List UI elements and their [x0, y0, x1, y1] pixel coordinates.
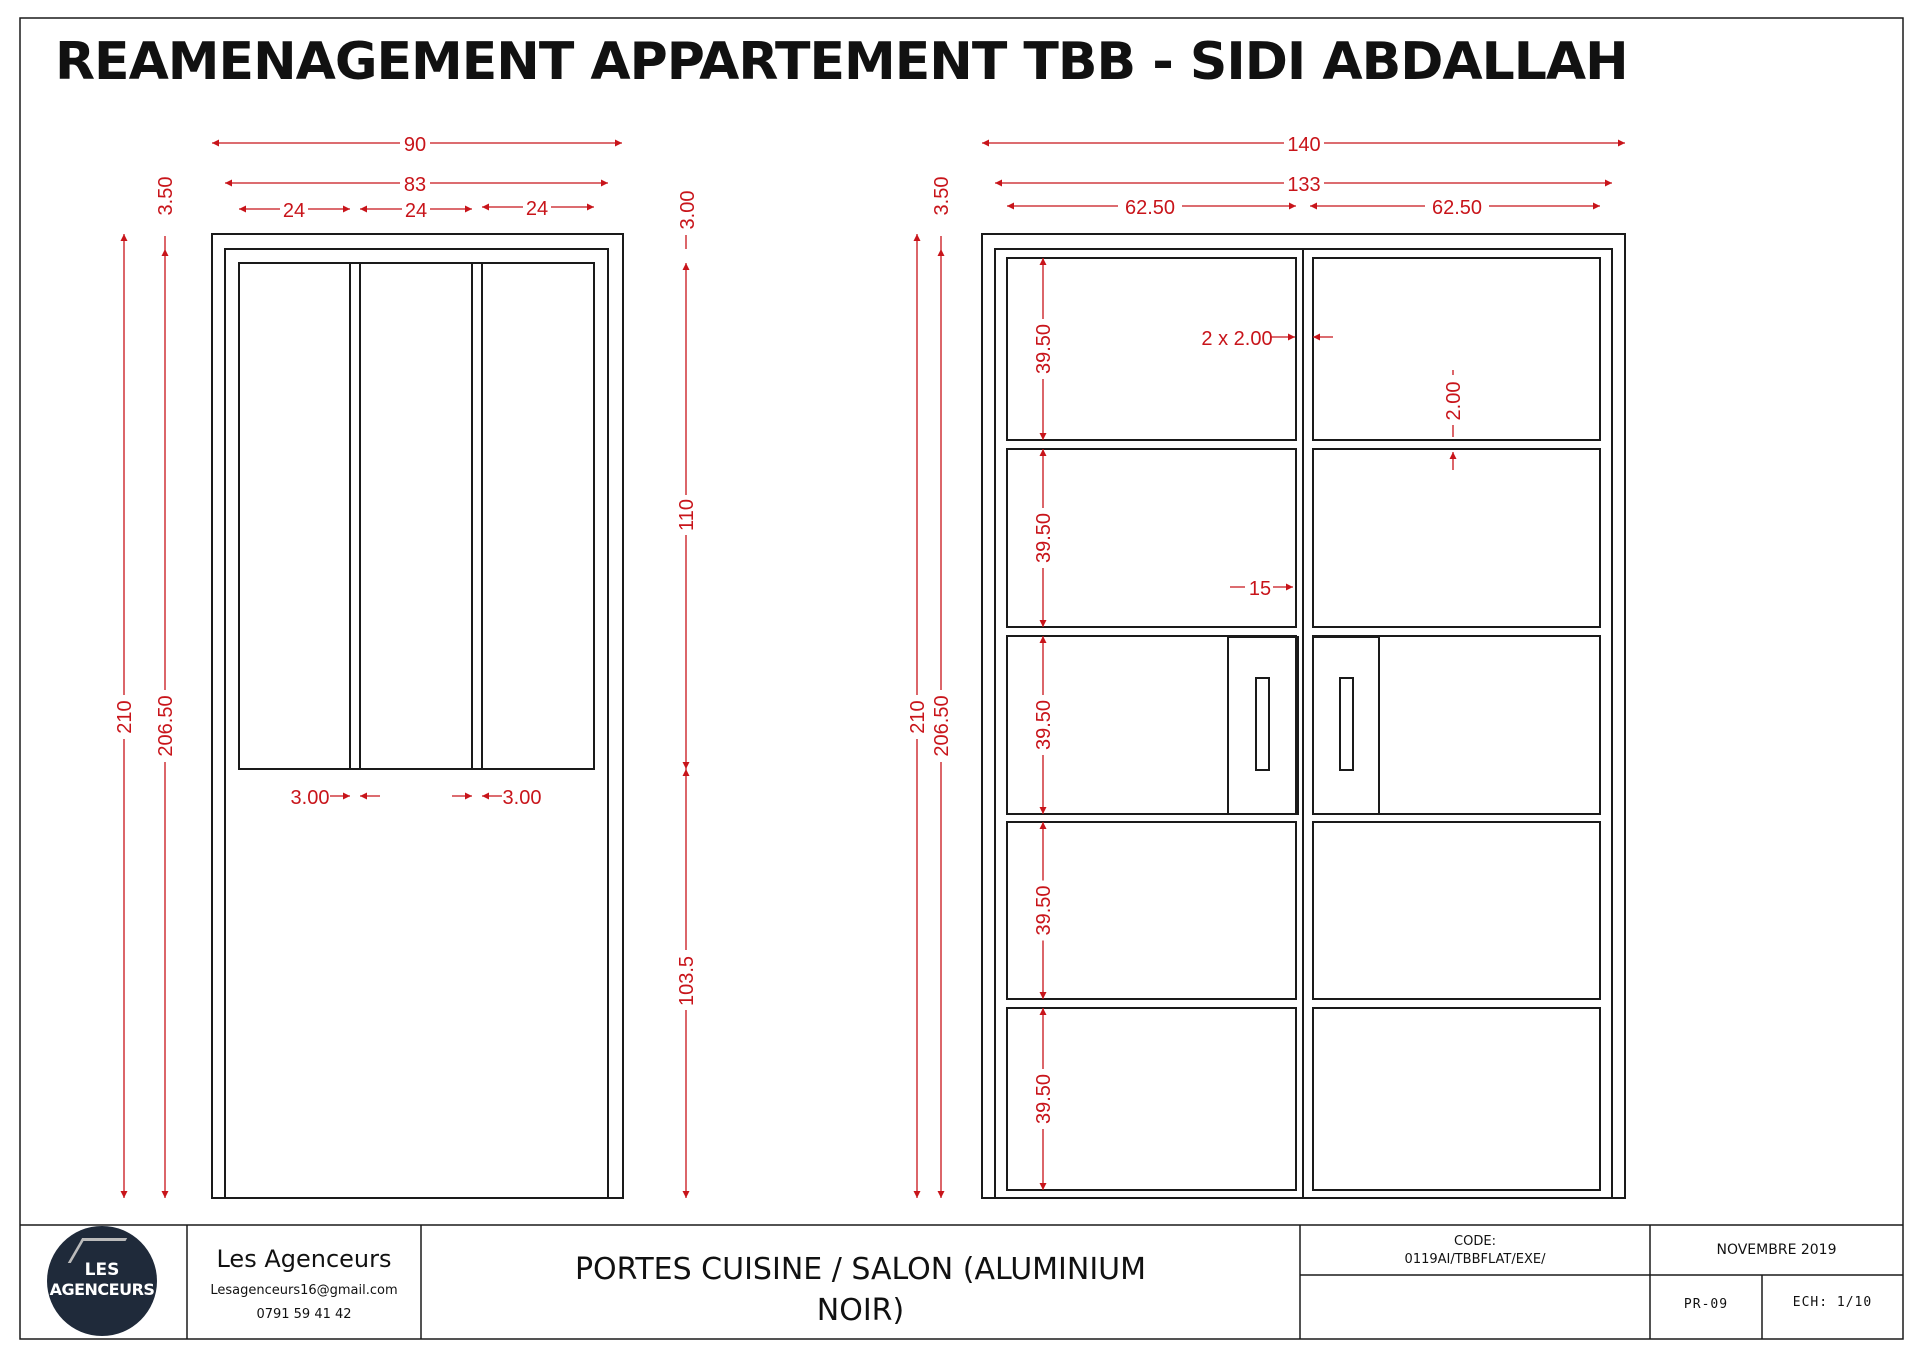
dim-row-height: 39.50: [1033, 885, 1055, 936]
code-label: CODE:: [1454, 1234, 1496, 1249]
dim-rail-inset: 15: [1248, 578, 1272, 600]
sheet-number: PR-09: [1683, 1297, 1729, 1312]
right-door-height-dims: [906, 177, 1465, 1198]
dim-panel-1: 24: [282, 200, 306, 222]
handle-panel-left: [1228, 637, 1298, 814]
dim-row-height: 39.50: [1033, 1073, 1055, 1125]
dim-frame-top: 3.50: [931, 176, 953, 216]
left-door-height-dims: [113, 177, 699, 1198]
right-door: [982, 234, 1625, 1198]
dim-top-gap: 3.00: [677, 190, 699, 230]
glazing-cell-right: [1313, 449, 1600, 627]
dim-overall-height: 210: [907, 700, 929, 734]
code-value: 0119AI/TBBFLAT/EXE/: [1404, 1252, 1546, 1267]
page-title: REAMENAGEMENT APPARTEMENT TBB - SIDI ABDALLAH: [55, 32, 1628, 92]
glazing-cell-right: [1313, 636, 1600, 814]
dim-row-height: 39.50: [1033, 323, 1055, 375]
dim-leaf-left: 62.50: [1124, 197, 1176, 219]
drawing-date: NOVEMBRE 2019: [1716, 1242, 1837, 1258]
dim-mullion-right: 3.00: [502, 787, 542, 809]
drawing-scale: ECH: 1/10: [1792, 1295, 1873, 1310]
logo-line-2: AGENCEURS: [49, 1280, 155, 1299]
dim-leaf-right: 62.50: [1431, 197, 1483, 219]
company-name: Les Agenceurs: [216, 1245, 392, 1273]
company-phone: 0791 59 41 42: [256, 1307, 352, 1322]
dim-overall-width: 140: [1287, 134, 1321, 156]
dim-panel-2: 24: [404, 200, 428, 222]
drawing-title-line-2: NOIR): [816, 1293, 905, 1328]
left-door: [212, 234, 623, 1198]
dim-inner-height: 206.50: [155, 695, 177, 757]
dim-overall-height: 210: [114, 700, 136, 734]
dim-frame-top: 3.50: [155, 176, 177, 216]
dim-inner-width: 83: [403, 174, 427, 196]
dim-overall-width: 90: [403, 134, 427, 156]
handle-panel-right: [1313, 637, 1379, 814]
handle-left[interactable]: [1256, 678, 1269, 770]
dim-inner-width: 133: [1287, 174, 1321, 196]
drawing-title-line-1: PORTES CUISINE / SALON (ALUMINIUM: [574, 1252, 1147, 1287]
company-logo: [47, 1226, 157, 1336]
dim-rail: 2.00: [1443, 381, 1465, 421]
glazing-cell-right: [1313, 822, 1600, 999]
dim-row-height: 39.50: [1033, 699, 1055, 751]
dim-glazed-height: 110: [676, 499, 698, 531]
company-email: Lesagenceurs16@gmail.com: [210, 1283, 398, 1298]
dim-inner-height: 206.50: [931, 695, 953, 757]
dim-panel-3: 24: [525, 198, 549, 220]
handle-right[interactable]: [1340, 678, 1353, 770]
dim-mullion-left: 3.00: [290, 787, 330, 809]
dim-row-height: 39.50: [1033, 512, 1055, 564]
dim-center-gap: 2 x 2.00: [1201, 328, 1273, 350]
logo-line-1: LES: [84, 1260, 120, 1280]
dim-lower-height: 103.5: [676, 955, 698, 1007]
glazing-cell-right: [1313, 1008, 1600, 1190]
